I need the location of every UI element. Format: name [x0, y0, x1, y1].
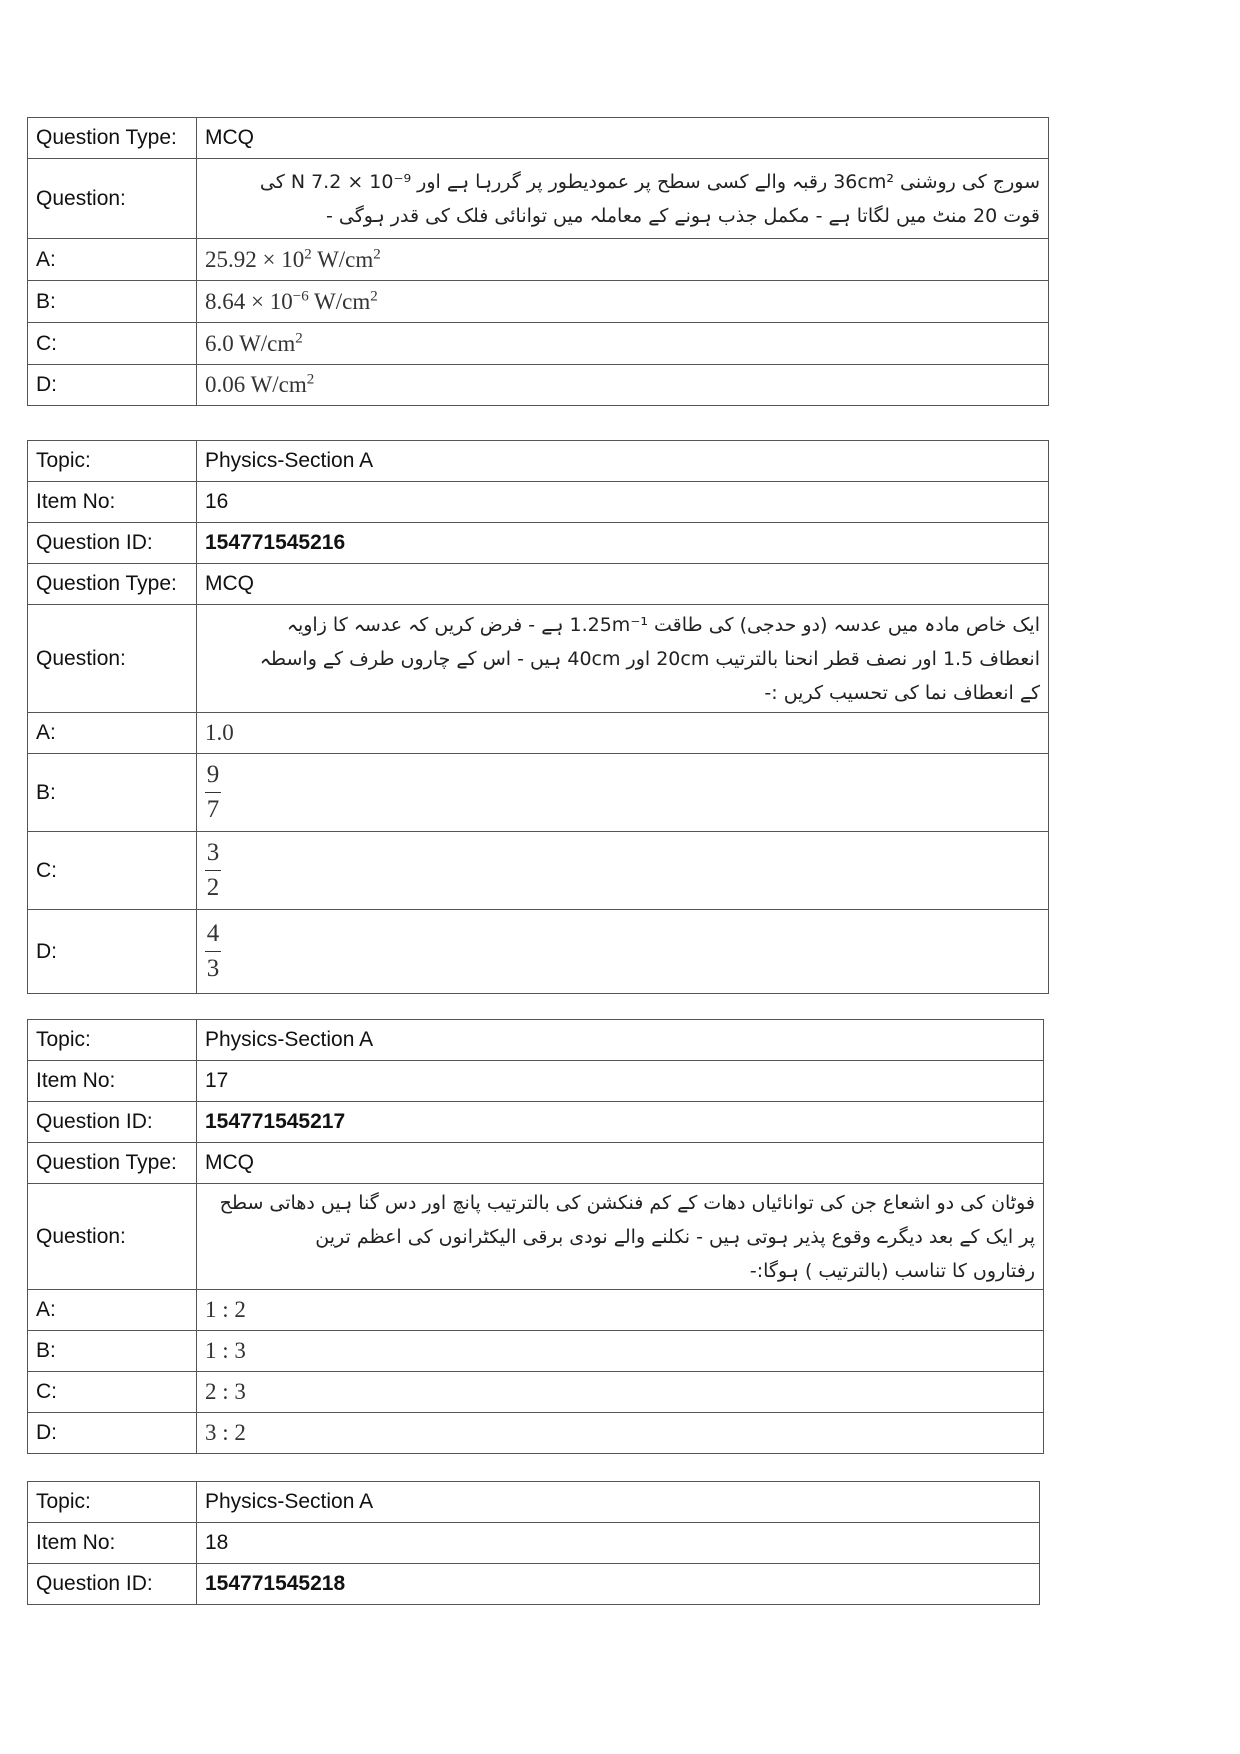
option-d-value: 3 : 2 — [197, 1413, 1044, 1454]
option-d-label: D: — [28, 365, 197, 406]
question-line: سورج کی روشنی 36cm² رقبہ والے کسی سطح پر عمودیطور پر گررہا ہے اور N 7.2 × 10⁻⁹ کی — [259, 170, 1040, 193]
item-no-value: 18 — [197, 1523, 1040, 1564]
item-no-value: 17 — [197, 1061, 1044, 1102]
option-d-base: 0.06 W/cm — [205, 372, 307, 397]
option-a-unit-exp: 2 — [373, 245, 381, 262]
fraction-bar — [205, 951, 221, 952]
topic-value: Physics-Section A — [197, 441, 1049, 482]
option-a-value: 1.0 — [197, 713, 1049, 754]
option-c-label: C: — [28, 323, 197, 365]
topic-value: Physics-Section A — [197, 1020, 1044, 1061]
option-c-value — [197, 832, 1049, 910]
denominator: 3 — [206, 955, 220, 982]
question-type-value: MCQ — [197, 564, 1049, 605]
question-line: پر ایک کے بعد دیگرے وقوع پذیر ہوتی ہیں - نکلنے والے نودی برقی الیکٹرانوں کی اعظم ترین — [315, 1225, 1035, 1248]
question-id-label: Question ID: — [28, 523, 197, 564]
fraction-bar — [205, 870, 221, 871]
option-c-value: 2 : 3 — [197, 1372, 1044, 1413]
numerator: 4 — [206, 920, 220, 947]
option-d-value — [197, 910, 1049, 994]
option-a-label: A: — [28, 713, 197, 754]
option-a-unit: W/cm — [311, 246, 374, 272]
numerator: 3 — [206, 839, 220, 866]
option-c-value — [197, 323, 1049, 365]
question-type-label: Question Type: — [28, 564, 197, 605]
option-b-label: B: — [28, 281, 197, 323]
option-c-label: C: — [28, 1372, 197, 1413]
question-type-value: MCQ — [197, 118, 1049, 159]
question-block-18 — [27, 1481, 1040, 1605]
question-line: ایک خاص مادہ میں عدسہ (دو حدجی) کی طاقت 1.25m⁻¹ ہے - فرض کریں کہ عدسہ کا زاویہ — [286, 613, 1040, 636]
item-no-label: Item No: — [28, 482, 197, 523]
question-type-label: Question Type: — [28, 118, 197, 159]
option-b-exp: −6 — [292, 287, 309, 304]
question-label: Question: — [28, 1184, 197, 1290]
option-a-label: A: — [28, 1290, 197, 1331]
question-id-label: Question ID: — [28, 1102, 197, 1143]
option-b-unit: W/cm — [308, 288, 371, 314]
question-line: کے انعطاف نما کی تحسیب کریں :- — [764, 681, 1040, 704]
option-b-value: 1 : 3 — [197, 1331, 1044, 1372]
option-a-value: 1 : 2 — [197, 1290, 1044, 1331]
fraction — [205, 920, 221, 983]
question-line: رفتاروں کا تناسب (بالترتیب ) ہوگا:- — [749, 1259, 1035, 1282]
item-no-label: Item No: — [28, 1061, 197, 1102]
question-id-label: Question ID: — [28, 1564, 197, 1605]
topic-value: Physics-Section A — [197, 1482, 1040, 1523]
option-b-base: 8.64 × 10 — [205, 288, 293, 314]
question-id-value: 154771545216 — [197, 523, 1049, 564]
option-b-label: B: — [28, 754, 197, 832]
question-line: فوٹان کی دو اشعاع جن کی توانائیاں دھات کے کم فنکشن کی بالترتیب پانچ اور دس گنا ہیں دھاتی سطح — [219, 1191, 1035, 1214]
question-text — [197, 1184, 1044, 1290]
option-a-value — [197, 239, 1049, 281]
option-c-base: 6.0 W/cm — [205, 330, 296, 356]
question-line: انعطاف 1.5 اور نصف قطر انحنا بالترتیب 20cm اور 40cm ہیں - اس کے چاروں طرف کے واسطہ — [259, 647, 1040, 670]
question-type-label: Question Type: — [28, 1143, 197, 1184]
question-type-value: MCQ — [197, 1143, 1044, 1184]
item-no-value: 16 — [197, 482, 1049, 523]
option-b-label: B: — [28, 1331, 197, 1372]
denominator: 2 — [206, 874, 220, 901]
option-d-label: D: — [28, 1413, 197, 1454]
option-a-exp: 2 — [304, 245, 312, 262]
topic-label: Topic: — [28, 441, 197, 482]
fraction-bar — [205, 792, 221, 793]
option-d-exp: 2 — [306, 371, 315, 388]
fraction — [205, 839, 221, 902]
question-block-17 — [27, 1019, 1044, 1454]
option-b-value — [197, 281, 1049, 323]
denominator: 7 — [206, 796, 220, 823]
option-b-unit-exp: 2 — [370, 287, 378, 304]
question-id-value: 154771545218 — [197, 1564, 1040, 1605]
option-b-value — [197, 754, 1049, 832]
option-a-base: 25.92 × 10 — [205, 246, 305, 272]
question-label: Question: — [28, 605, 197, 713]
question-line: قوت 20 منٹ میں لگاتا ہے - مکمل جذب ہونے کے معاملہ میں توانائی فلک کی قدر ہوگی - — [326, 204, 1040, 227]
topic-label: Topic: — [28, 1482, 197, 1523]
option-d-label: D: — [28, 910, 197, 994]
item-no-label: Item No: — [28, 1523, 197, 1564]
option-d-value — [197, 365, 1049, 406]
question-id-value: 154771545217 — [197, 1102, 1044, 1143]
question-block-15 — [27, 117, 1049, 406]
question-block-16 — [27, 440, 1049, 994]
option-c-label: C: — [28, 832, 197, 910]
numerator: 9 — [206, 761, 220, 788]
question-label: Question: — [28, 159, 197, 239]
question-text — [197, 605, 1049, 713]
topic-label: Topic: — [28, 1020, 197, 1061]
option-a-label: A: — [28, 239, 197, 281]
fraction — [205, 761, 221, 824]
question-text — [197, 159, 1049, 239]
option-c-exp: 2 — [295, 329, 303, 346]
